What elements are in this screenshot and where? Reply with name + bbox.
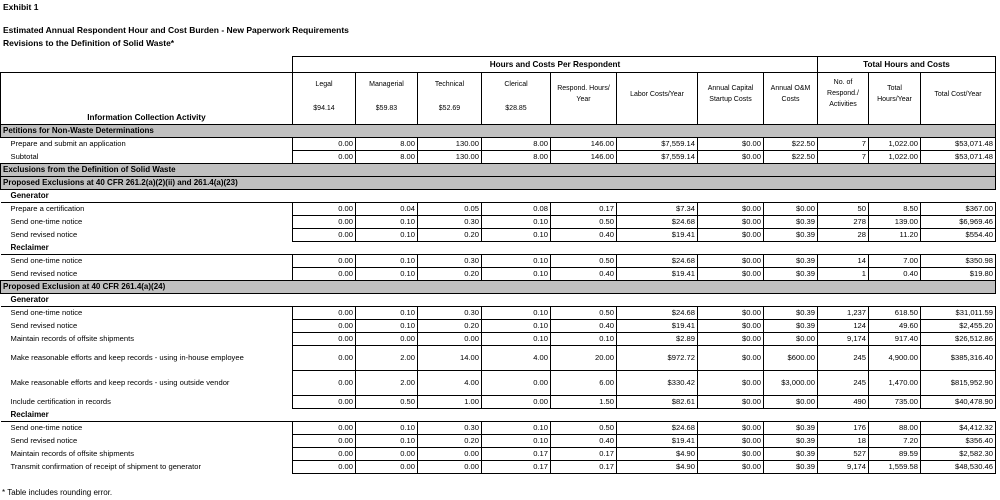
table-cell: $4.90 xyxy=(617,448,698,461)
table-row xyxy=(1,307,996,320)
table-cell: 0.40 xyxy=(551,435,617,448)
table-cell: 176 xyxy=(818,422,869,435)
section-row xyxy=(1,125,996,138)
table-cell: $4,412.32 xyxy=(921,422,996,435)
table-cell: 0.10 xyxy=(356,422,418,435)
column-header-om-costs: Annual O&M Costs xyxy=(764,73,818,125)
table-cell: 0.00 xyxy=(293,333,356,346)
table-cell: 0.17 xyxy=(551,448,617,461)
group-header-totals: Total Hours and Costs xyxy=(818,57,996,73)
table-cell: $40,478.90 xyxy=(921,396,996,409)
table-cell: 0.50 xyxy=(551,307,617,320)
activity-label: Subtotal xyxy=(10,151,39,161)
table-row xyxy=(1,216,996,229)
table-cell: 0.00 xyxy=(356,333,418,346)
table-cell: 0.20 xyxy=(418,320,482,333)
header-spacer xyxy=(1,57,293,73)
table-cell: $24.68 xyxy=(617,216,698,229)
table-cell: 1,470.00 xyxy=(869,371,921,396)
table-cell: 0.10 xyxy=(482,422,551,435)
table-cell: 124 xyxy=(818,320,869,333)
table-cell: $0.39 xyxy=(764,435,818,448)
table-cell: $367.00 xyxy=(921,203,996,216)
table-row xyxy=(1,461,996,474)
table-cell: $0.39 xyxy=(764,422,818,435)
table-cell: 0.10 xyxy=(356,320,418,333)
table-cell: 0.10 xyxy=(482,255,551,268)
table-body xyxy=(1,125,996,474)
table-cell: 0.10 xyxy=(551,333,617,346)
table-cell: 0.20 xyxy=(418,435,482,448)
table-cell: 49.60 xyxy=(869,320,921,333)
table-cell: $19.41 xyxy=(617,435,698,448)
table-row xyxy=(1,371,996,396)
table-cell: 0.50 xyxy=(551,255,617,268)
table-cell: 0.10 xyxy=(482,333,551,346)
section-label: Petitions for Non-Waste Determinations xyxy=(1,125,996,138)
activity-label: Send revised notice xyxy=(10,230,78,239)
table-cell: 0.17 xyxy=(551,203,617,216)
table-cell: 11.20 xyxy=(869,229,921,242)
table-cell: 0.00 xyxy=(293,151,356,164)
column-header-respondents: No. of Respond./ Activities xyxy=(818,73,869,125)
table-cell: $0.00 xyxy=(764,333,818,346)
table-cell: $0.00 xyxy=(764,203,818,216)
section-label: Proposed Exclusion at 40 CFR 261.4(a)(24) xyxy=(1,281,996,294)
table-cell: 245 xyxy=(818,346,869,371)
table-cell: 14.00 xyxy=(418,346,482,371)
table-cell: 0.10 xyxy=(482,216,551,229)
activity-label: Maintain records of offsite shipments xyxy=(10,449,135,458)
table-row xyxy=(1,320,996,333)
table-cell: 130.00 xyxy=(418,151,482,164)
table-cell: $24.68 xyxy=(617,255,698,268)
table-cell: 89.59 xyxy=(869,448,921,461)
table-cell: $0.00 xyxy=(698,307,764,320)
table-cell: 4,900.00 xyxy=(869,346,921,371)
table-cell: 4.00 xyxy=(418,371,482,396)
table-cell: 735.00 xyxy=(869,396,921,409)
table-row xyxy=(1,346,996,371)
table-cell: $0.00 xyxy=(698,151,764,164)
activity-label: Prepare a certification xyxy=(10,204,85,214)
table-cell: 8.00 xyxy=(482,151,551,164)
subgroup-label: Generator xyxy=(1,190,996,203)
table-cell: $4.90 xyxy=(617,461,698,474)
table-cell: $82.61 xyxy=(617,396,698,409)
activity-label: Send one-time notice xyxy=(10,217,83,226)
table-cell: 0.10 xyxy=(356,307,418,320)
table-cell: 0.40 xyxy=(551,320,617,333)
table-cell: $2.89 xyxy=(617,333,698,346)
table-cell: 0.10 xyxy=(356,255,418,268)
table-row xyxy=(1,435,996,448)
activity-label: Send one-time notice xyxy=(10,423,83,433)
table-cell: 146.00 xyxy=(551,138,617,151)
table-cell: 490 xyxy=(818,396,869,409)
table-cell: 0.00 xyxy=(293,346,356,371)
table-cell: $0.00 xyxy=(698,138,764,151)
table-cell: 0.10 xyxy=(482,320,551,333)
table-cell: $19.41 xyxy=(617,229,698,242)
exhibit-label: Exhibit 1 xyxy=(3,2,39,12)
table-cell: 0.10 xyxy=(356,216,418,229)
table-cell: $7,559.14 xyxy=(617,151,698,164)
table-cell: 0.40 xyxy=(869,268,921,281)
table-cell: 1,559.58 xyxy=(869,461,921,474)
table-cell: 0.10 xyxy=(482,229,551,242)
column-header-capital-costs: Annual Capital Startup Costs xyxy=(698,73,764,125)
table-cell: $0.39 xyxy=(764,448,818,461)
activity-label: Make reasonable efforts and keep records - using in-house employee xyxy=(10,353,244,362)
table-cell: $815,952.90 xyxy=(921,371,996,396)
table-cell: 4.00 xyxy=(482,346,551,371)
table-cell: 618.50 xyxy=(869,307,921,320)
table-cell: $0.00 xyxy=(698,333,764,346)
table-cell: 0.00 xyxy=(482,396,551,409)
table-cell: 0.00 xyxy=(293,255,356,268)
table-cell: $24.68 xyxy=(617,422,698,435)
table-cell: 0.17 xyxy=(482,461,551,474)
table-title: Estimated Annual Respondent Hour and Cost Burden - New Paperwork Requirements xyxy=(3,25,349,35)
activity-label: Make reasonable efforts and keep records - using outside vendor xyxy=(10,378,230,387)
table-cell: 527 xyxy=(818,448,869,461)
table-cell: $0.00 xyxy=(698,268,764,281)
table-cell: 0.00 xyxy=(293,396,356,409)
table-cell: $350.98 xyxy=(921,255,996,268)
activity-label: Send one-time notice xyxy=(10,308,83,318)
column-header-clerical: Clerical $28.85 xyxy=(482,73,551,125)
table-cell: 0.08 xyxy=(482,203,551,216)
subgroup-row xyxy=(1,190,996,203)
table-cell: 0.00 xyxy=(293,320,356,333)
table-cell: $0.00 xyxy=(764,396,818,409)
table-row xyxy=(1,255,996,268)
table-cell: 0.00 xyxy=(293,307,356,320)
table-row xyxy=(1,138,996,151)
subgroup-row xyxy=(1,409,996,422)
table-cell: 0.10 xyxy=(482,268,551,281)
activity-column-header: Information Collection Activity xyxy=(1,73,293,125)
table-cell: 0.00 xyxy=(356,461,418,474)
table-cell: $2,582.30 xyxy=(921,448,996,461)
table-cell: $53,071.48 xyxy=(921,151,996,164)
table-cell: 0.30 xyxy=(418,307,482,320)
table-cell: $0.00 xyxy=(698,435,764,448)
table-cell: 0.00 xyxy=(293,216,356,229)
table-cell: 0.00 xyxy=(293,461,356,474)
table-cell: 0.00 xyxy=(293,422,356,435)
table-cell: 0.00 xyxy=(418,448,482,461)
table-cell: $0.39 xyxy=(764,461,818,474)
table-cell: $0.39 xyxy=(764,216,818,229)
table-cell: $48,530.46 xyxy=(921,461,996,474)
table-cell: 9,174 xyxy=(818,461,869,474)
table-cell: 0.00 xyxy=(293,203,356,216)
table-cell: 0.30 xyxy=(418,216,482,229)
table-cell: $0.00 xyxy=(698,229,764,242)
table-cell: 0.00 xyxy=(293,435,356,448)
table-cell: 14 xyxy=(818,255,869,268)
activity-label: Send revised notice xyxy=(10,436,78,445)
table-cell: 0.20 xyxy=(418,268,482,281)
table-cell: $0.00 xyxy=(698,346,764,371)
table-cell: $19.41 xyxy=(617,320,698,333)
table-cell: 917.40 xyxy=(869,333,921,346)
table-cell: 1.00 xyxy=(418,396,482,409)
table-cell: 0.00 xyxy=(418,461,482,474)
table-cell: $0.00 xyxy=(698,203,764,216)
column-header-managerial: Managerial $59.83 xyxy=(356,73,418,125)
table-cell: 0.10 xyxy=(356,268,418,281)
table-cell: $26,512.86 xyxy=(921,333,996,346)
burden-table xyxy=(0,56,996,474)
table-cell: 7.00 xyxy=(869,255,921,268)
section-label: Exclusions from the Definition of Solid Waste xyxy=(1,164,996,177)
table-row xyxy=(1,203,996,216)
table-cell: $0.39 xyxy=(764,268,818,281)
activity-label: Maintain records of offsite shipments xyxy=(10,334,135,343)
column-header-total-cost: Total Cost/Year xyxy=(921,73,996,125)
table-cell: $2,455.20 xyxy=(921,320,996,333)
table-cell: 0.00 xyxy=(293,448,356,461)
table-subtitle: Revisions to the Definition of Solid Waste* xyxy=(3,38,175,48)
table-cell: 7 xyxy=(818,151,869,164)
table-cell: 0.30 xyxy=(418,255,482,268)
table-row xyxy=(1,422,996,435)
table-cell: $0.00 xyxy=(698,320,764,333)
table-cell: 2.00 xyxy=(356,346,418,371)
table-cell: $19.41 xyxy=(617,268,698,281)
table-cell: 0.00 xyxy=(293,138,356,151)
column-header-total-hours: Total Hours/Year xyxy=(869,73,921,125)
table-cell: 8.00 xyxy=(356,138,418,151)
subgroup-row xyxy=(1,242,996,255)
table-cell: 1,237 xyxy=(818,307,869,320)
table-cell: 130.00 xyxy=(418,138,482,151)
column-header-respond-hours: Respond. Hours/ Year xyxy=(551,73,617,125)
table-cell: 8.00 xyxy=(356,151,418,164)
table-cell: $22.50 xyxy=(764,151,818,164)
table-cell: 0.10 xyxy=(482,435,551,448)
table-cell: 0.17 xyxy=(482,448,551,461)
table-cell: 1,022.00 xyxy=(869,151,921,164)
table-cell: $24.68 xyxy=(617,307,698,320)
column-header-legal: Legal $94.14 xyxy=(293,73,356,125)
table-cell: 139.00 xyxy=(869,216,921,229)
table-cell: $0.00 xyxy=(698,448,764,461)
table-cell: 0.40 xyxy=(551,268,617,281)
footnote: * Table includes rounding error. xyxy=(2,488,113,497)
table-cell: $0.00 xyxy=(698,461,764,474)
table-cell: 28 xyxy=(818,229,869,242)
table-cell: 1.50 xyxy=(551,396,617,409)
table-cell: 0.30 xyxy=(418,422,482,435)
subgroup-row xyxy=(1,294,996,307)
activity-label: Send revised notice xyxy=(10,268,78,278)
table-cell: 18 xyxy=(818,435,869,448)
section-row xyxy=(1,281,996,294)
table-row xyxy=(1,333,996,346)
table-cell: 0.40 xyxy=(551,229,617,242)
table-cell: 0.00 xyxy=(418,333,482,346)
table-cell: 0.00 xyxy=(293,268,356,281)
table-cell: 0.10 xyxy=(482,307,551,320)
table-cell: 0.20 xyxy=(418,229,482,242)
table-cell: $0.39 xyxy=(764,229,818,242)
column-header-labor-costs: Labor Costs/Year xyxy=(617,73,698,125)
table-cell: $0.39 xyxy=(764,307,818,320)
table-cell: $330.42 xyxy=(617,371,698,396)
table-row xyxy=(1,229,996,242)
table-cell: $0.00 xyxy=(698,422,764,435)
table-cell: $972.72 xyxy=(617,346,698,371)
table-row xyxy=(1,448,996,461)
table-cell: $0.00 xyxy=(698,396,764,409)
table-cell: 278 xyxy=(818,216,869,229)
table-cell: 0.05 xyxy=(418,203,482,216)
table-cell: 0.00 xyxy=(482,371,551,396)
section-row xyxy=(1,164,996,177)
column-header-technical: Technical $52.69 xyxy=(418,73,482,125)
table-cell: 0.50 xyxy=(356,396,418,409)
table-cell: $53,071.48 xyxy=(921,138,996,151)
table-cell: 0.00 xyxy=(293,371,356,396)
table-cell: 9,174 xyxy=(818,333,869,346)
table-cell: $356.40 xyxy=(921,435,996,448)
table-cell: $7,559.14 xyxy=(617,138,698,151)
table-cell: 1,022.00 xyxy=(869,138,921,151)
table-cell: $19.80 xyxy=(921,268,996,281)
activity-label: Send revised notice xyxy=(10,321,78,330)
table-cell: 1 xyxy=(818,268,869,281)
subgroup-label: Generator xyxy=(1,294,996,307)
activity-label: Send one-time notice xyxy=(10,256,83,266)
table-cell: 88.00 xyxy=(869,422,921,435)
table-cell: 0.50 xyxy=(551,216,617,229)
table-cell: 0.17 xyxy=(551,461,617,474)
table-cell: 20.00 xyxy=(551,346,617,371)
table-cell: 7 xyxy=(818,138,869,151)
table-cell: $7.34 xyxy=(617,203,698,216)
table-cell: $0.00 xyxy=(698,216,764,229)
table-cell: 0.10 xyxy=(356,229,418,242)
table-cell: $31,011.59 xyxy=(921,307,996,320)
table-row xyxy=(1,151,996,164)
table-cell: 7.20 xyxy=(869,435,921,448)
table-row xyxy=(1,268,996,281)
section-row xyxy=(1,177,996,190)
subgroup-label: Reclaimer xyxy=(1,242,996,255)
table-cell: 8.50 xyxy=(869,203,921,216)
activity-label: Transmit confirmation of receipt of shipment to generator xyxy=(10,462,201,471)
group-header-per-respondent: Hours and Costs Per Respondent xyxy=(293,57,818,73)
activity-label: Prepare and submit an application xyxy=(10,139,126,149)
subgroup-label: Reclaimer xyxy=(1,409,996,422)
table-cell: $6,969.46 xyxy=(921,216,996,229)
section-label: Proposed Exclusions at 40 CFR 261.2(a)(2)(ii) and 261.4(a)(23) xyxy=(1,177,996,190)
table-cell: $600.00 xyxy=(764,346,818,371)
table-cell: $22.50 xyxy=(764,138,818,151)
table-cell: 0.00 xyxy=(356,448,418,461)
table-cell: 6.00 xyxy=(551,371,617,396)
table-cell: 0.10 xyxy=(356,435,418,448)
table-row xyxy=(1,396,996,409)
table-cell: $0.00 xyxy=(698,371,764,396)
table-cell: $0.00 xyxy=(698,255,764,268)
table-cell: $3,000.00 xyxy=(764,371,818,396)
table-cell: 0.00 xyxy=(293,229,356,242)
table-cell: 8.00 xyxy=(482,138,551,151)
table-cell: $0.39 xyxy=(764,255,818,268)
table-cell: 0.50 xyxy=(551,422,617,435)
activity-label: Include certification in records xyxy=(10,397,111,406)
table-cell: 146.00 xyxy=(551,151,617,164)
table-cell: $554.40 xyxy=(921,229,996,242)
table-cell: 50 xyxy=(818,203,869,216)
table-cell: 2.00 xyxy=(356,371,418,396)
table-cell: $385,316.40 xyxy=(921,346,996,371)
table-cell: $0.39 xyxy=(764,320,818,333)
table-cell: 0.04 xyxy=(356,203,418,216)
table-cell: 245 xyxy=(818,371,869,396)
